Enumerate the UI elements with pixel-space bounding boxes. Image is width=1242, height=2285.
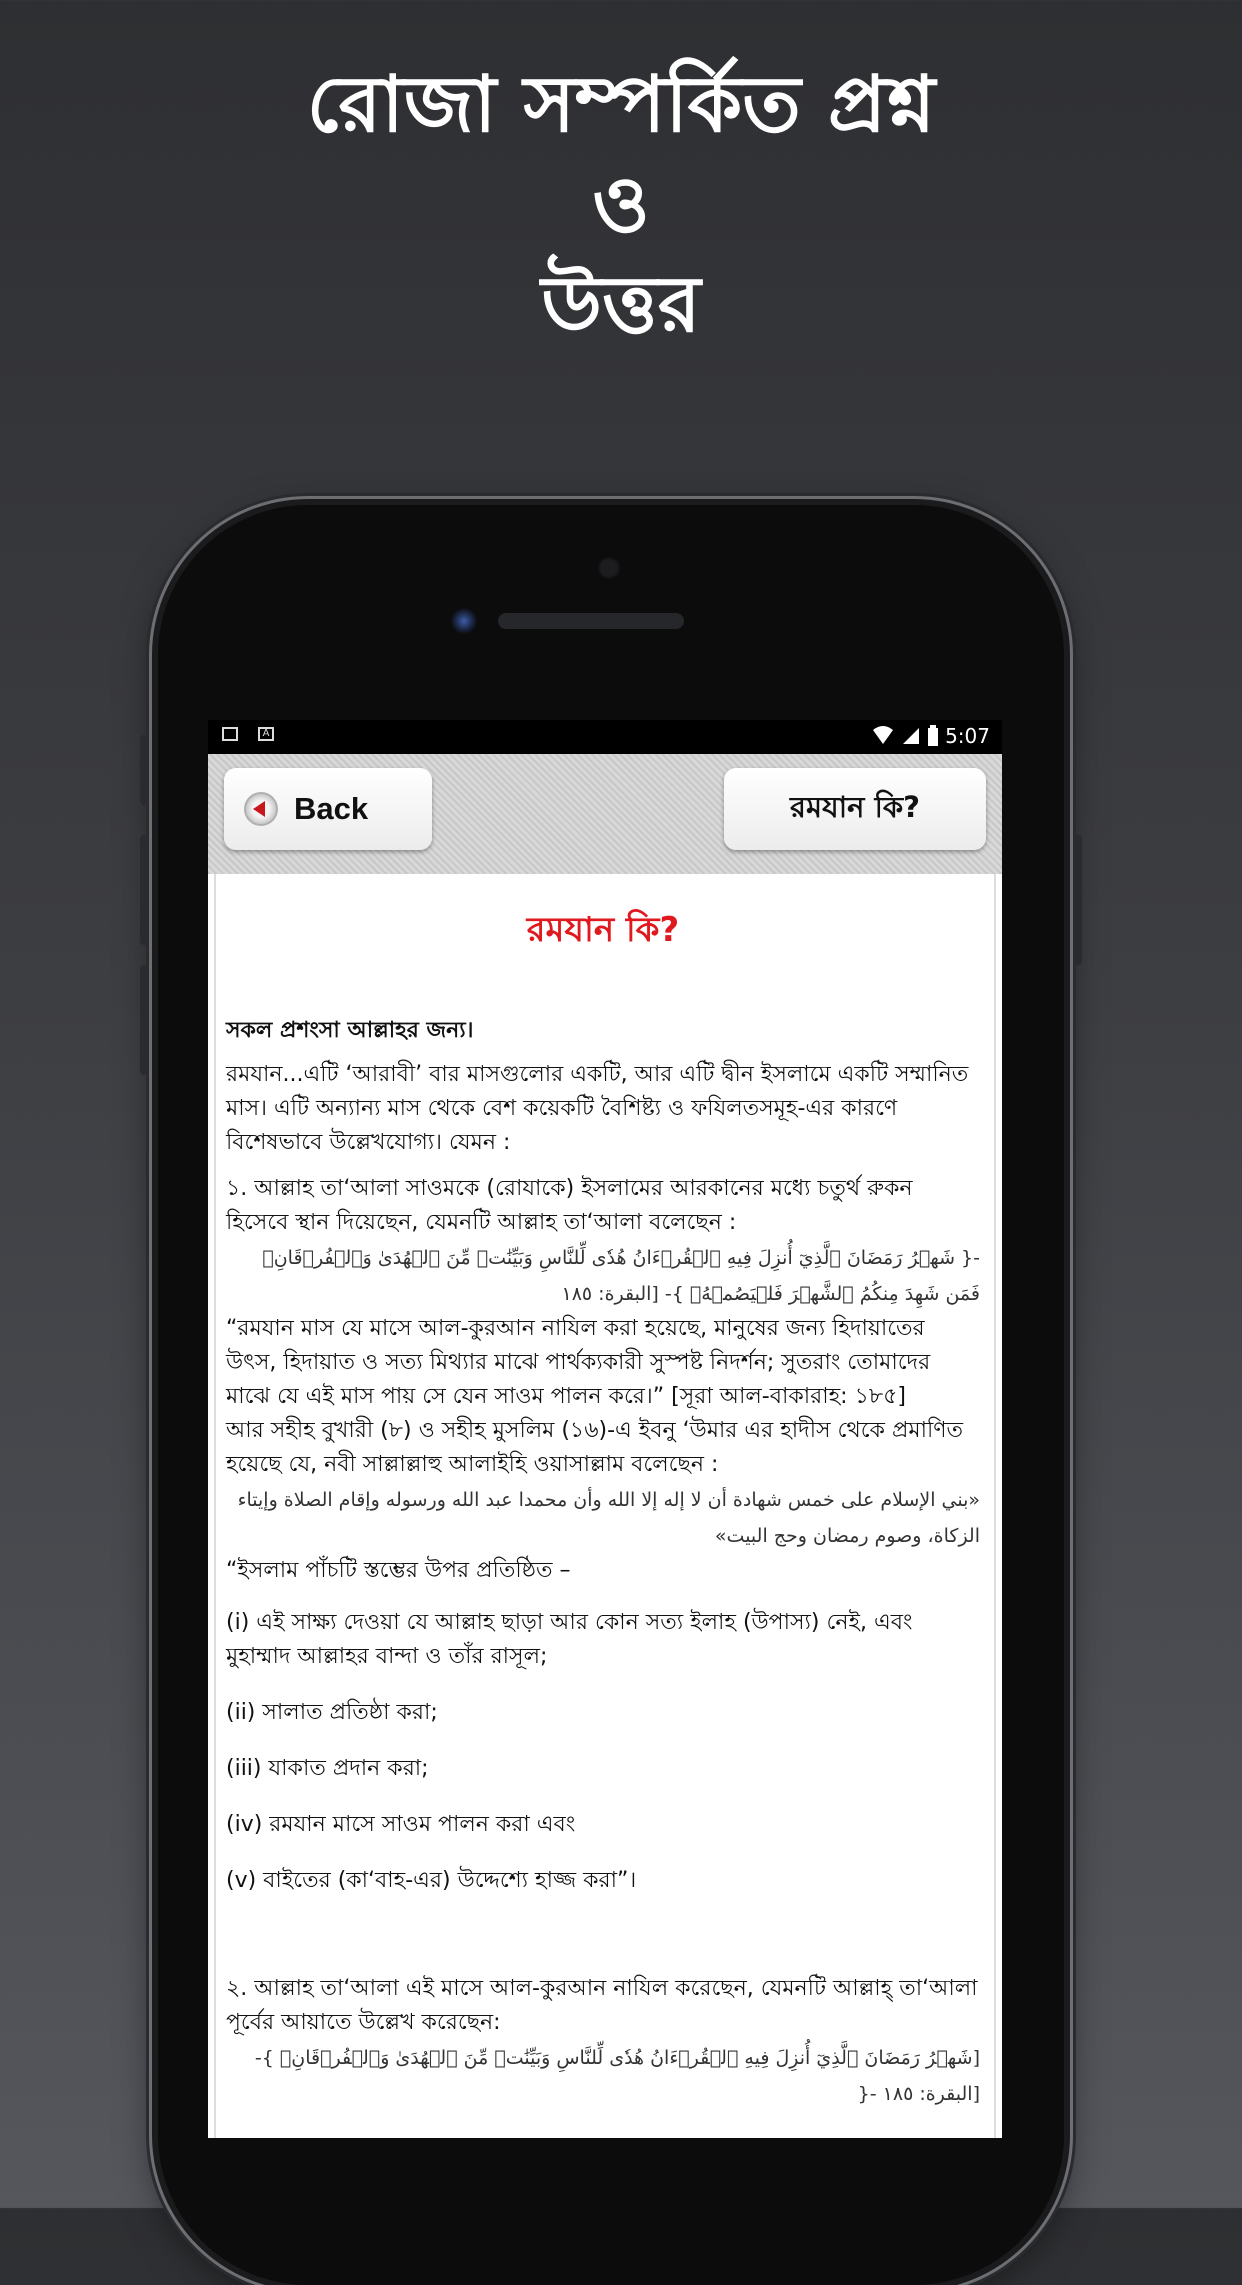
volume-up-button	[140, 835, 148, 945]
paragraph-point-1: ১. আল্লাহ তা‘আলা সাওমকে (রোযাকে) ইসলামের আরকানের মধ্যে চতুর্থ রুকন হিসেবে স্থান দিয়েছেন, যেমনটি আল্লাহ তা‘আলা বলেছেন :	[226, 1176, 913, 1235]
pillar-item-5: (v) বাইতের (কা‘বাহ-এর) উদ্দেশ্যে হাজ্জ করা”।	[226, 1868, 637, 1893]
arabic-verse-2: [شَهۡرُ رَمَضَانَ ٱلَّذِيٓ أُنزِلَ فِيهِ ٱلۡقُرۡءَانُ هُدٗى لِّلنَّاسِ وَبَيِّنَٰتٖ مِّنَ ٱلۡهُدَىٰ وَٱلۡفُرۡقَانِۚ }- [البقرة: ١٨٥ -{	[254, 2047, 980, 2105]
promo-title	[0, 55, 1242, 355]
power-button	[1074, 835, 1082, 965]
promo-title-line3: উত্তর	[541, 260, 701, 350]
status-bar	[208, 720, 1002, 754]
signal-icon	[901, 726, 921, 746]
status-time: 5:07	[945, 724, 990, 748]
volume-down-button	[140, 965, 148, 1075]
promo-title-line2: ও	[592, 160, 650, 250]
a-icon: A	[258, 727, 274, 741]
arabic-verse-1: -{ شَهۡرُ رَمَضَانَ ٱلَّذِيٓ أُنزِلَ فِيهِ ٱلۡقُرۡءَانُ هُدٗى لِّلنَّاسِ وَبَيِّنَٰتٖ مِّنَ ٱلۡهُدَىٰ وَٱلۡفُرۡقَانِۚ فَمَن شَهِدَ مِنكُمُ ٱلشَّهۡرَ فَلۡيَصُمۡهُۖ }- [البقرة: ١٨٥	[262, 1247, 980, 1305]
side-button	[140, 735, 148, 805]
paragraph-pillars-intro: “ইসলাম পাঁচটি স্তম্ভের উপর প্রতিষ্ঠিত –	[226, 1558, 571, 1583]
back-arrow-icon	[244, 792, 278, 826]
promo-title-line1: রোজা সম্পর্কিত প্রশ্ন	[306, 60, 936, 150]
article-heading: রমযান কি?	[526, 910, 680, 950]
battery-icon	[927, 725, 939, 747]
image-icon	[222, 727, 238, 741]
back-button[interactable]	[224, 768, 432, 850]
arabic-hadith: «بني الإسلام على خمس شهادة أن لا إله إلا الله وأن محمدا عبد الله ورسوله وإقام الصلاة وإيتاء الزكاة، وصوم رمضان وحج البيت»	[237, 1489, 980, 1547]
article-content[interactable]	[214, 874, 996, 2138]
pillar-item-4: (iv) রমযান মাসে সাওম পালন করা এবং	[226, 1812, 576, 1837]
wifi-icon	[871, 726, 895, 746]
paragraph-translation-1: “রমযান মাস যে মাসে আল-কুরআন নাযিল করা হয়েছে, মানুষের জন্য হিদায়াতের উৎস, হিদায়াত ও সত্য মিথ্যার মাঝে পার্থক্যকারী সুস্পষ্ট নিদর্শন; সুতরাং তোমাদের মাঝে যে এই মাস পায় সে যেন সাওম পালন করে।” [সূরা আল-বাকারাহ: ১৮৫]	[226, 1316, 931, 1409]
back-button-label: Back	[294, 791, 369, 826]
toolbar	[208, 754, 1002, 874]
page-title-button[interactable]: রমযান কি?	[724, 768, 986, 850]
pillar-item-3: (iii) যাকাত প্রদান করা;	[226, 1756, 429, 1781]
paragraph-hadith-source: আর সহীহ বুখারী (৮) ও সহীহ মুসলিম (১৬)-এ ইবনু ‘উমার এর হাদীস থেকে প্রমাণিত হয়েছে যে, নবী সাল্লাল্লাহু আলাইহি ওয়াসাল্লাম বলেছেন :	[226, 1418, 964, 1477]
sensor-dot	[598, 557, 620, 579]
front-camera	[451, 608, 477, 634]
pillar-item-2: (ii) সালাত প্রতিষ্ঠা করা;	[226, 1700, 438, 1725]
paragraph-praise: সকল প্রশংসা আল্লাহর জন্য।	[226, 1018, 474, 1043]
pillar-item-1: (i) এই সাক্ষ্য দেওয়া যে আল্লাহ ছাড়া আর কোন সত্য ইলাহ (উপাস্য) নেই, এবং মুহাম্মাদ আল্লাহর বান্দা ও তাঁর রাসূল;	[226, 1610, 913, 1669]
paragraph-intro: রমযান...এটি ‘আরাবী’ বার মাসগুলোর একটি, আর এটি দ্বীন ইসলামে একটি সম্মানিত মাস। এটি অন্যান্য মাস থেকে বেশ কয়েকটি বৈশিষ্ট্য ও ফযিলতসমূহ-এর কারণে বিশেষভাবে উল্লেখযোগ্য। যেমন :	[226, 1062, 969, 1155]
paragraph-point-2: ২. আল্লাহ তা‘আলা এই মাসে আল-কুরআন নাযিল করেছেন, যেমনটি আল্লাহ্ তা‘আলা পূর্বের আয়াতে উল্লেখ করেছেন:	[226, 1976, 978, 2035]
phone-screen	[208, 720, 1002, 2138]
earpiece-speaker	[498, 613, 684, 629]
